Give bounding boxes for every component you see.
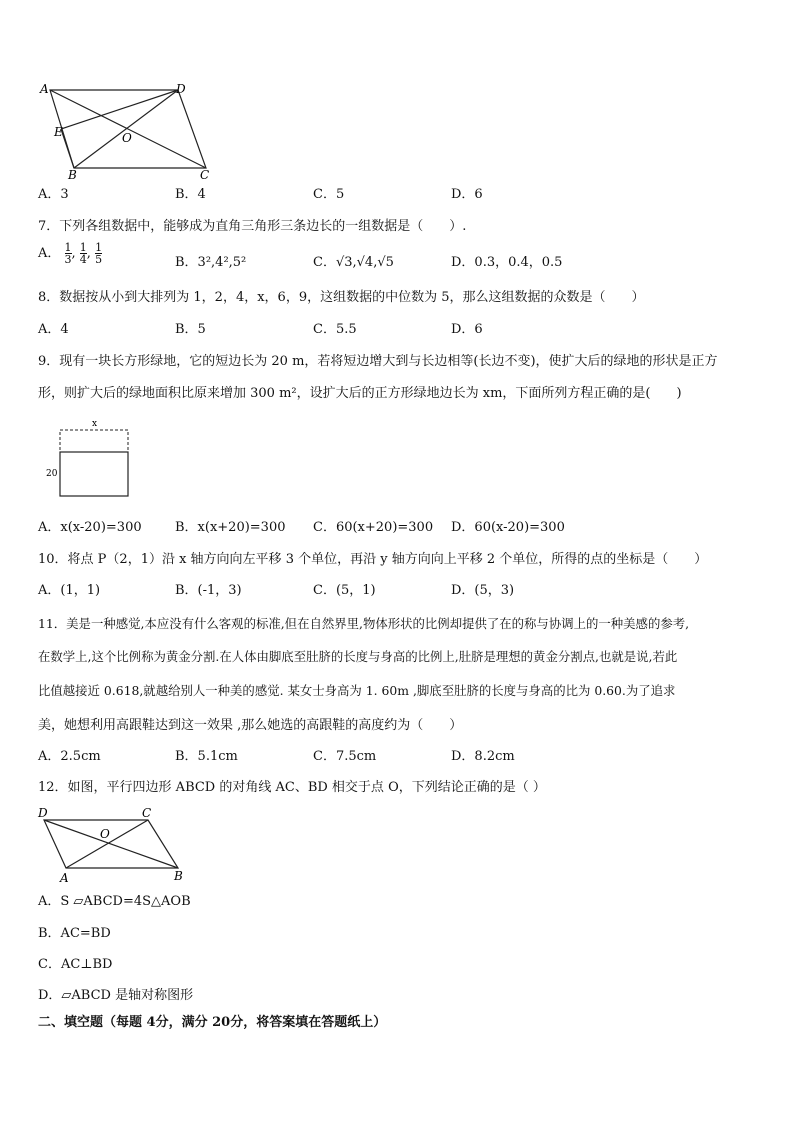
q9-fig-x-label: x xyxy=(92,419,98,429)
q11-option-a: A．2.5cm xyxy=(38,749,101,764)
q7-frac-1-num: 1 xyxy=(64,241,72,254)
q10-option-c: C．(5，1) xyxy=(313,583,376,598)
q12-option-d: D．▱ABCD 是轴对称图形 xyxy=(38,988,194,1003)
q10-option-a: A．(1，1) xyxy=(38,583,101,598)
q7-frac-3-num: 1 xyxy=(95,241,103,254)
q11-option-d: D．8.2cm xyxy=(451,749,515,764)
q11-option-b: B．5.1cm xyxy=(175,749,238,764)
q8-option-d: D．6 xyxy=(451,322,483,337)
q7-option-b: B．3²,4²,5² xyxy=(175,255,247,270)
label-o2: O xyxy=(100,827,110,841)
q9-option-d: D．60(x-20)=300 xyxy=(451,520,565,535)
q9-line2: 形，则扩大后的绿地面积比原来增加 300 m²，设扩大后的正方形绿地边长为 xm，下面所列方程正确的是( ) xyxy=(38,386,682,401)
figure-parallelogram-2 xyxy=(36,804,196,886)
q12-option-c: C．AC⊥BD xyxy=(38,957,113,972)
q6-option-d: D．6 xyxy=(451,187,483,202)
label-b2: B xyxy=(174,869,183,883)
q7-option-c: C．√3,√4,√5 xyxy=(313,255,394,270)
q7-frac-2-den: 4 xyxy=(79,253,87,266)
q7-frac-1-den: 3 xyxy=(64,253,72,266)
q7-frac-3-den: 5 xyxy=(95,253,103,266)
q11-line4: 美，她想利用高跟鞋达到这一效果 ,那么她选的高跟鞋的高度约为（ ） xyxy=(38,718,463,733)
q12-stem: 12．如图，平行四边形 ABCD 的对角线 AC、BD 相交于点 O，下列结论正确的是（ ） xyxy=(38,780,546,795)
label-b: B xyxy=(68,168,77,180)
q11-line2: 在数学上,这个比例称为黄金分割.在人体由脚底至肚脐的长度与身高的比例上,肚脐是理想的黄金分割点,也就是说,若此 xyxy=(38,649,678,664)
q11-option-c: C．7.5cm xyxy=(313,749,377,764)
label-d2: D xyxy=(38,806,48,820)
q9-fig-20-label: 20 xyxy=(46,469,58,479)
label-a2: A xyxy=(60,871,69,885)
q7-option-a-prefix: A． xyxy=(38,246,61,261)
q11-line3: 比值越接近 0.618,就越给别人一种美的感觉. 某女士身高为 1. 60m ,脚底至肚脐的长度与身高的比为 0.60.为了追求 xyxy=(38,683,676,698)
section-heading-fill-in: 二、填空题（每题 4分，满分 20分，将答案填在答题纸上） xyxy=(38,1015,387,1030)
q12-option-b: B．AC=BD xyxy=(38,926,111,941)
q6-option-c: C．5 xyxy=(313,187,345,202)
q12-option-a: A．S ▱ABCD=4S△AOB xyxy=(38,894,191,909)
q8-option-a: A．4 xyxy=(38,322,69,337)
q8-stem: 8．数据按从小到大排列为 1，2，4，x，6，9，这组数据的中位数为 5，那么这组数据的众数是（ ） xyxy=(38,290,645,305)
q9-option-a: A．x(x-20)=300 xyxy=(38,520,142,535)
label-c: C xyxy=(200,168,210,180)
q8-option-c: C．5.5 xyxy=(313,322,357,337)
label-c2: C xyxy=(142,806,152,820)
q7-frac-2-num: 1 xyxy=(79,241,87,254)
q10-option-b: B．(-1，3) xyxy=(175,583,242,598)
q7-frac-1 xyxy=(65,242,72,265)
q6-option-b: B．4 xyxy=(175,187,206,202)
label-d: D xyxy=(176,82,186,96)
q8-option-b: B．5 xyxy=(175,322,206,337)
q7-option-a: A． $\frac{1}{3}$ , $\frac{1}{4}$ , $\frac{1}{5}$ xyxy=(38,241,103,266)
q10-option-d: D．(5，3) xyxy=(451,583,515,598)
label-o: O xyxy=(122,131,132,145)
figure-parallelogram-1 xyxy=(36,80,226,180)
q7-frac-3 xyxy=(95,242,102,265)
q6-option-a: A．3 xyxy=(38,187,69,202)
q11-line1: 11．美是一种感觉,本应没有什么客观的标准,但在自然界里,物体形状的比例却提供了在的称与协调上的一种美感的参考, xyxy=(38,616,690,631)
label-a: A xyxy=(40,82,49,96)
label-e: E xyxy=(54,125,63,139)
q9-option-c: C．60(x+20)=300 xyxy=(313,520,434,535)
q9-option-b: B．x(x+20)=300 xyxy=(175,520,286,535)
q7-option-d: D．0.3，0.4，0.5 xyxy=(451,255,563,270)
q7-frac-2 xyxy=(80,242,87,265)
q9-line1: 9．现有一块长方形绿地，它的短边长为 20 m，若将短边增大到与长边相等(长边不变)，使扩大后的绿地的形状是正方 xyxy=(38,354,718,369)
q7-stem: 7．下列各组数据中，能够成为直角三角形三条边长的一组数据是（ ）. xyxy=(38,219,467,234)
figure-rectangle-q9 xyxy=(40,416,140,500)
q10-stem: 10．将点 P（2，1）沿 x 轴方向向左平移 3 个单位，再沿 y 轴方向向上平移 2 个单位，所得的点的坐标是（ ） xyxy=(38,552,708,567)
